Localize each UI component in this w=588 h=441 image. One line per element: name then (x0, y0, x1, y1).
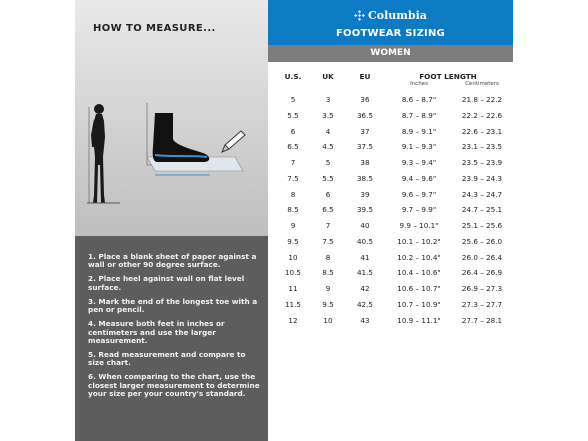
cell-uk: 10 (323, 315, 333, 325)
cell-eu: 38 (360, 158, 370, 167)
cell-centimeters: 23.1 – 23.5 (461, 142, 503, 152)
cell-eu: 37.5 (356, 142, 373, 152)
cell-inches: 9.9 – 10.1" (399, 221, 439, 230)
cell-eu: 36.5 (356, 110, 373, 120)
table-row (268, 125, 513, 141)
cell-inches: 10.1 – 10.2" (397, 236, 441, 246)
cell-eu: 41.5 (356, 268, 373, 278)
column-subheader-centimeters: Centimeters (465, 81, 499, 87)
cell-us: 7.5 (287, 173, 299, 183)
column-header-us: U.S. (284, 72, 302, 81)
cell-inches: 10.6 – 10.7" (397, 284, 441, 293)
cell-us: 11 (288, 284, 298, 293)
cell-inches: 8.6 – 8.7" (401, 95, 437, 104)
cell-uk: 4.5 (322, 142, 334, 152)
size-table (268, 93, 513, 329)
pencil-icon (222, 131, 245, 152)
columbia-logo-icon (354, 10, 365, 21)
table-row (268, 314, 513, 330)
table-row (268, 172, 513, 188)
cell-inches: 9.6 – 9.7" (401, 189, 437, 199)
cell-centimeters: 27.3 – 27.7 (461, 299, 503, 309)
cell-eu: 42 (360, 284, 370, 293)
cell-centimeters: 23.9 – 24.3 (461, 173, 503, 183)
column-subheader-inches: Inches (410, 81, 428, 87)
column-header-eu: EU (359, 72, 371, 81)
cell-inches: 9.4 – 9.6" (401, 173, 437, 183)
cell-inches: 10.9 – 11.1" (397, 315, 441, 325)
cell-uk: 3.5 (322, 110, 334, 120)
cell-us: 9.5 (287, 236, 299, 246)
cell-eu: 43 (360, 315, 370, 325)
cell-uk: 8 (325, 252, 331, 262)
cell-centimeters: 26.9 – 27.3 (461, 284, 503, 293)
cell-us: 10 (288, 252, 298, 262)
cell-uk: 6 (325, 189, 331, 199)
instruction-step: 4. Measure both feet in inches or centimeters and use the larger measurement. (88, 319, 225, 346)
cell-uk: 8.5 (322, 268, 334, 278)
instruction-step: 6. When comparing to the chart, use the closest larger measurement to determine your size per your country's standard. (88, 372, 260, 399)
cell-us: 6.5 (287, 142, 299, 152)
cell-uk: 9 (325, 284, 331, 293)
cell-centimeters: 22.2 – 22.6 (461, 110, 503, 120)
cell-us: 5 (290, 95, 296, 104)
cell-uk: 5 (325, 158, 331, 167)
cell-eu: 39.5 (356, 205, 373, 215)
cell-uk: 5.5 (322, 173, 334, 183)
cell-inches: 9.7 – 9.9" (401, 205, 437, 215)
cell-us: 7 (290, 158, 296, 167)
cell-eu: 40 (360, 221, 370, 230)
cell-us: 8.5 (287, 205, 299, 215)
cell-centimeters: 27.7 – 28.1 (461, 315, 503, 325)
table-row (268, 251, 513, 267)
cell-centimeters: 26.0 – 26.4 (461, 252, 503, 262)
instruction-step: 1. Place a blank sheet of paper against a wall or other 90 degree surface. (88, 252, 257, 270)
table-row (268, 156, 513, 172)
table-row (268, 140, 513, 156)
cell-uk: 6.5 (322, 205, 334, 215)
instruction-step: 2. Place heel against wall on flat level surface. (88, 274, 245, 292)
cell-eu: 41 (360, 252, 370, 262)
table-row (268, 109, 513, 125)
table-row (268, 282, 513, 298)
instruction-step: 5. Read measurement and compare to size chart. (88, 350, 246, 368)
cell-inches: 9.1 – 9.3" (401, 142, 437, 152)
instruction-step: 3. Mark the end of the longest toe with a pen or pencil. (88, 296, 258, 315)
column-header-uk: UK (322, 72, 334, 81)
table-row (268, 219, 513, 235)
woman-silhouette-icon (91, 104, 105, 203)
brand-name: Columbia (368, 9, 427, 22)
cell-uk: 3 (325, 95, 331, 104)
instructions-list (88, 253, 264, 404)
cell-centimeters: 22.6 – 23.1 (461, 126, 503, 136)
cell-uk: 4 (325, 126, 331, 136)
cell-eu: 36 (360, 95, 370, 104)
page-title: FOOTWEAR SIZING (336, 28, 445, 39)
table-row (268, 266, 513, 282)
cell-us: 8 (290, 189, 296, 199)
cell-inches: 10.2 – 10.4" (397, 252, 441, 262)
cell-centimeters: 25.6 – 26.0 (461, 236, 503, 246)
cell-centimeters: 24.7 – 25.1 (461, 205, 503, 215)
brand-logo (354, 9, 427, 22)
cell-uk: 9.5 (322, 299, 334, 309)
cell-us: 9 (290, 221, 296, 230)
cell-inches: 10.7 – 10.9" (397, 299, 441, 309)
cell-us: 6 (290, 126, 296, 136)
cell-centimeters: 21.8 – 22.2 (461, 95, 503, 104)
cell-centimeters: 23.5 – 23.9 (461, 158, 503, 167)
cell-uk: 7 (325, 221, 331, 230)
table-row (268, 203, 513, 219)
cell-inches: 9.3 – 9.4" (401, 158, 437, 167)
cell-us: 11.5 (284, 299, 301, 309)
cell-inches: 8.7 – 8.9" (401, 110, 437, 120)
cell-centimeters: 26.4 – 26.9 (461, 268, 503, 278)
cell-eu: 39 (360, 189, 370, 199)
measuring-illustration (75, 95, 268, 215)
cell-us: 12 (288, 315, 298, 325)
column-header-foot-length: FOOT LENGTH (419, 72, 477, 81)
cell-eu: 40.5 (356, 236, 373, 246)
table-row (268, 235, 513, 251)
cell-inches: 10.4 – 10.6" (397, 268, 441, 278)
how-to-measure-title: HOW TO MEASURE... (93, 23, 216, 34)
cell-eu: 38.5 (356, 173, 373, 183)
cell-eu: 42.5 (356, 299, 373, 309)
cell-inches: 8.9 – 9.1" (401, 126, 437, 136)
table-row (268, 93, 513, 109)
cell-us: 5.5 (287, 110, 299, 120)
section-title: WOMEN (370, 48, 411, 58)
table-row (268, 298, 513, 314)
cell-eu: 37 (360, 126, 370, 136)
cell-uk: 7.5 (322, 236, 334, 246)
table-row (268, 188, 513, 204)
cell-centimeters: 25.1 – 25.6 (461, 221, 503, 230)
cell-centimeters: 24.3 – 24.7 (461, 189, 503, 199)
cell-us: 10.5 (284, 268, 301, 278)
